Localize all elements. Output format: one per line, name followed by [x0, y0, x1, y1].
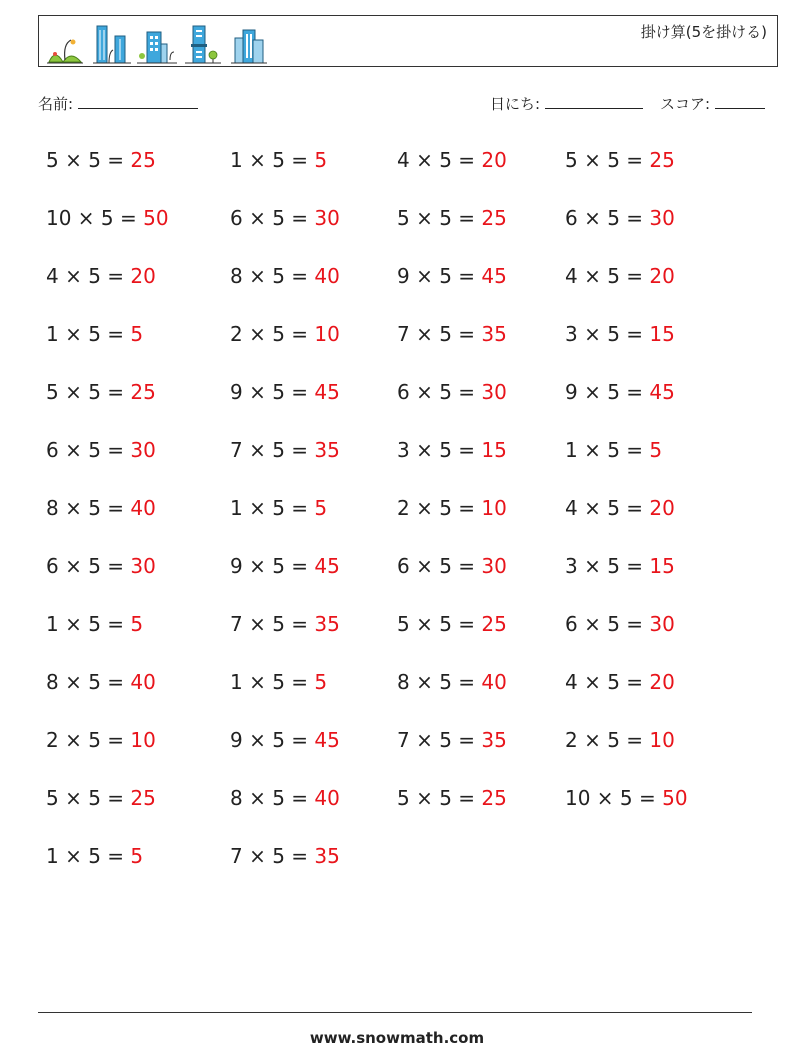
problem-question: 2 × 5 =	[230, 322, 315, 346]
problem-item	[565, 554, 675, 578]
problem-answer: 10	[314, 322, 340, 346]
problem-item	[230, 380, 340, 404]
problem-answer: 35	[481, 728, 507, 752]
problem-question: 8 × 5 =	[46, 496, 131, 520]
problem-question: 1 × 5 =	[46, 612, 131, 636]
problem-item	[46, 786, 156, 810]
problem-question: 6 × 5 =	[565, 206, 650, 230]
problem-item	[397, 148, 507, 172]
problem-question: 5 × 5 =	[397, 786, 482, 810]
problem-item	[230, 206, 340, 230]
problem-answer: 30	[130, 554, 156, 578]
problem-question: 4 × 5 =	[565, 670, 650, 694]
problem-answer: 20	[130, 264, 156, 288]
problem-question: 1 × 5 =	[46, 844, 131, 868]
problem-question: 6 × 5 =	[230, 206, 315, 230]
problem-question: 2 × 5 =	[565, 728, 650, 752]
problem-answer: 40	[481, 670, 507, 694]
problem-question: 8 × 5 =	[230, 786, 315, 810]
problem-item	[46, 554, 156, 578]
problem-item	[397, 670, 507, 694]
problem-answer: 40	[314, 264, 340, 288]
problem-question: 8 × 5 =	[397, 670, 482, 694]
problem-answer: 15	[649, 554, 675, 578]
problem-answer: 5	[649, 438, 663, 462]
problem-answer: 45	[481, 264, 507, 288]
problem-answer: 25	[130, 786, 156, 810]
problem-answer: 30	[649, 612, 675, 636]
problem-answer: 45	[314, 554, 340, 578]
problem-question: 4 × 5 =	[397, 148, 482, 172]
problem-answer: 35	[314, 612, 340, 636]
problem-item	[46, 728, 156, 752]
problem-question: 9 × 5 =	[230, 728, 315, 752]
problem-question: 7 × 5 =	[230, 844, 315, 868]
problem-item	[230, 148, 327, 172]
problem-item	[565, 496, 675, 520]
problem-item	[46, 612, 143, 636]
problem-question: 10 × 5 =	[46, 206, 144, 230]
problem-answer: 35	[314, 438, 340, 462]
skyscrapers-icon	[93, 22, 133, 64]
problem-answer: 25	[130, 380, 156, 404]
problem-item	[565, 438, 662, 462]
problem-question: 3 × 5 =	[397, 438, 482, 462]
problem-answer: 5	[130, 612, 144, 636]
problem-question: 5 × 5 =	[46, 148, 131, 172]
problem-question: 6 × 5 =	[397, 554, 482, 578]
date-field	[490, 93, 643, 114]
footer-website: www.snowmath.com	[309, 1029, 485, 1047]
problem-item	[397, 264, 507, 288]
score-label: スコア:	[660, 95, 711, 113]
problem-item	[46, 496, 156, 520]
problem-answer: 45	[649, 380, 675, 404]
problem-item	[565, 264, 675, 288]
problem-question: 4 × 5 =	[46, 264, 131, 288]
problem-answer: 10	[130, 728, 156, 752]
problem-question: 7 × 5 =	[397, 728, 482, 752]
problem-answer: 45	[314, 728, 340, 752]
problem-answer: 40	[130, 496, 156, 520]
problem-question: 6 × 5 =	[46, 554, 131, 578]
office-building-icon	[137, 22, 177, 64]
problem-answer: 20	[649, 496, 675, 520]
problem-question: 6 × 5 =	[46, 438, 131, 462]
problem-item	[230, 496, 327, 520]
problem-answer: 10	[649, 728, 675, 752]
problem-question: 1 × 5 =	[230, 148, 315, 172]
problem-answer: 10	[481, 496, 507, 520]
score-field	[660, 93, 765, 114]
problem-answer: 5	[314, 148, 328, 172]
problem-item	[397, 728, 507, 752]
problem-answer: 30	[314, 206, 340, 230]
problem-answer: 25	[481, 612, 507, 636]
problem-item	[230, 844, 340, 868]
problem-item	[397, 612, 507, 636]
problem-item	[46, 322, 143, 346]
problem-question: 9 × 5 =	[565, 380, 650, 404]
problem-item	[46, 844, 143, 868]
problem-item	[565, 148, 675, 172]
problem-answer: 5	[130, 322, 144, 346]
problem-question: 5 × 5 =	[397, 206, 482, 230]
problem-answer: 40	[130, 670, 156, 694]
problem-question: 4 × 5 =	[565, 496, 650, 520]
problem-item	[230, 670, 327, 694]
problem-question: 9 × 5 =	[230, 554, 315, 578]
date-label: 日にち:	[490, 95, 541, 113]
problem-question: 7 × 5 =	[230, 612, 315, 636]
problem-answer: 30	[130, 438, 156, 462]
problem-item	[565, 380, 675, 404]
problem-answer: 5	[130, 844, 144, 868]
problem-item	[565, 728, 675, 752]
problem-question: 1 × 5 =	[230, 496, 315, 520]
problem-item	[397, 438, 507, 462]
problem-item	[397, 496, 507, 520]
problem-question: 2 × 5 =	[46, 728, 131, 752]
problem-question: 10 × 5 =	[565, 786, 663, 810]
problem-question: 1 × 5 =	[46, 322, 131, 346]
problem-item	[46, 148, 156, 172]
problem-question: 5 × 5 =	[46, 380, 131, 404]
problem-question: 7 × 5 =	[230, 438, 315, 462]
date-blank[interactable]	[545, 94, 643, 109]
problem-item	[46, 438, 156, 462]
problem-question: 2 × 5 =	[397, 496, 482, 520]
problem-item	[397, 786, 507, 810]
problem-answer: 25	[481, 206, 507, 230]
problem-answer: 15	[649, 322, 675, 346]
problem-item	[230, 322, 340, 346]
problem-question: 9 × 5 =	[397, 264, 482, 288]
problem-item	[230, 554, 340, 578]
name-label: 名前:	[38, 95, 74, 113]
problem-item	[230, 786, 340, 810]
park-icon	[45, 22, 85, 64]
problem-question: 5 × 5 =	[46, 786, 131, 810]
problem-item	[46, 264, 156, 288]
problem-item	[397, 554, 507, 578]
problem-item	[46, 206, 169, 230]
problem-answer: 30	[481, 380, 507, 404]
problem-answer: 35	[314, 844, 340, 868]
problem-answer: 30	[481, 554, 507, 578]
problem-answer: 5	[314, 496, 328, 520]
problem-answer: 20	[481, 148, 507, 172]
problem-answer: 45	[314, 380, 340, 404]
problem-item	[565, 670, 675, 694]
problem-item	[565, 206, 675, 230]
problem-answer: 40	[314, 786, 340, 810]
problem-item	[46, 670, 156, 694]
worksheet-title: 掛け算(5を掛ける)	[640, 23, 767, 41]
problem-question: 6 × 5 =	[565, 612, 650, 636]
problem-question: 3 × 5 =	[565, 322, 650, 346]
problem-answer: 15	[481, 438, 507, 462]
problem-question: 3 × 5 =	[565, 554, 650, 578]
problem-answer: 50	[143, 206, 169, 230]
problem-question: 5 × 5 =	[397, 612, 482, 636]
problem-answer: 20	[649, 264, 675, 288]
name-field	[38, 93, 198, 114]
score-blank[interactable]	[715, 94, 765, 109]
problem-item	[565, 322, 675, 346]
problem-item	[565, 786, 688, 810]
problem-question: 9 × 5 =	[230, 380, 315, 404]
problem-question: 1 × 5 =	[230, 670, 315, 694]
problem-answer: 5	[314, 670, 328, 694]
problem-answer: 35	[481, 322, 507, 346]
header-box	[38, 15, 778, 67]
problem-answer: 25	[649, 148, 675, 172]
tower-icon	[183, 22, 223, 64]
problem-item	[397, 380, 507, 404]
problem-answer: 30	[649, 206, 675, 230]
problem-item	[230, 264, 340, 288]
problem-item	[565, 612, 675, 636]
problem-answer: 50	[662, 786, 688, 810]
problem-item	[397, 206, 507, 230]
problem-item	[46, 380, 156, 404]
problem-question: 5 × 5 =	[565, 148, 650, 172]
problem-item	[230, 728, 340, 752]
footer-divider	[38, 1012, 752, 1013]
problem-answer: 20	[649, 670, 675, 694]
problem-item	[230, 612, 340, 636]
problem-item	[397, 322, 507, 346]
problem-answer: 25	[481, 786, 507, 810]
problem-question: 7 × 5 =	[397, 322, 482, 346]
problem-question: 4 × 5 =	[565, 264, 650, 288]
problem-question: 1 × 5 =	[565, 438, 650, 462]
problem-question: 8 × 5 =	[46, 670, 131, 694]
name-blank[interactable]	[78, 94, 198, 109]
apartment-icon	[229, 22, 269, 64]
problem-item	[230, 438, 340, 462]
problem-question: 8 × 5 =	[230, 264, 315, 288]
problem-question: 6 × 5 =	[397, 380, 482, 404]
problem-answer: 25	[130, 148, 156, 172]
